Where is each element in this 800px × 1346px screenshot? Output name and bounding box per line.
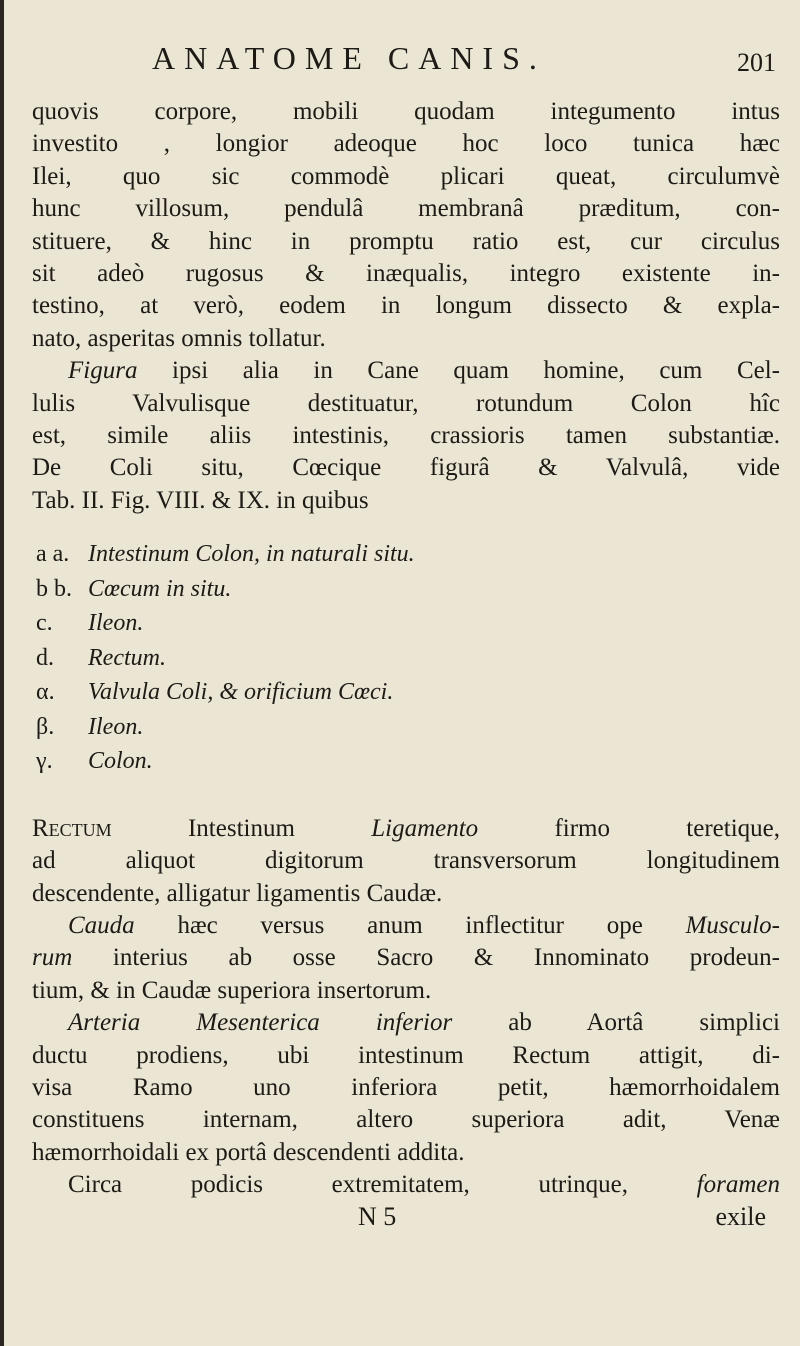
lead-word: Arteria Mesenterica inferior xyxy=(68,1009,453,1037)
text-line: Figura ipsi alia in Cane quam homine, cum Cel- xyxy=(68,357,780,385)
text-line: Ilei, quo sic commodè plicari queat, circulumvè xyxy=(32,162,780,190)
text-line: investito , longior adeoque hoc loco tunica hæc xyxy=(32,130,780,158)
lead-word: Rectum xyxy=(32,814,112,842)
paragraph-2 xyxy=(32,355,780,517)
text-line: nato, asperitas omnis tollatur. xyxy=(32,324,326,352)
text-line: Cauda hæc versus anum inflectitur ope Musculo- xyxy=(68,912,780,939)
text-line: testino, at verò, eodem in longum dissecto & expla- xyxy=(32,292,780,320)
legend-key: d. xyxy=(36,644,54,671)
legend-row xyxy=(32,675,780,710)
paragraph-5 xyxy=(32,1007,780,1169)
paragraph-4 xyxy=(32,910,780,1007)
legend-row xyxy=(32,606,780,641)
text-line: tium, & in Caudæ superiora insertorum. xyxy=(32,976,432,1004)
figure-legend xyxy=(32,537,780,779)
paragraph-6 xyxy=(32,1169,780,1201)
legend-key: c. xyxy=(36,610,53,637)
legend-text: Colon. xyxy=(88,748,153,775)
legend-text: Valvula Coli, & orificium Cœci. xyxy=(88,679,394,706)
legend-row xyxy=(32,572,780,607)
text-line: De Coli situ, Cœcique figurâ & Valvulâ, vide xyxy=(32,454,780,482)
text-line: visa Ramo uno inferiora petit, hæmorrhoidalem xyxy=(32,1074,780,1102)
legend-text: Rectum. xyxy=(88,644,166,671)
running-title: ANATOME CANIS. xyxy=(152,40,546,76)
page-number: 201 xyxy=(737,48,776,77)
text-line: sit adeò rugosus & inæqualis, integro existente in- xyxy=(32,260,780,288)
text-line: Arteria Mesenterica inferior ab Aortâ simplici xyxy=(68,1009,780,1037)
text-line: Circa podicis extremitatem, utrinque, foramen xyxy=(68,1171,780,1199)
paragraph-3 xyxy=(32,813,780,910)
page-content xyxy=(32,40,780,1236)
text-line: constituens internam, altero superiora adit, Venæ xyxy=(32,1106,780,1134)
text-line: ductu prodiens, ubi intestinum Rectum attigit, di- xyxy=(32,1041,780,1069)
page-footer xyxy=(32,1202,780,1236)
legend-text: Ileon. xyxy=(88,713,144,740)
legend-key: b b. xyxy=(36,575,72,602)
signature-mark: N 5 xyxy=(358,1201,397,1231)
paragraph-1 xyxy=(32,96,780,355)
legend-text: Intestinum Colon, in naturali situ. xyxy=(88,541,415,568)
text-line: Rectum Intestinum Ligamento firmo teretique, xyxy=(32,814,781,842)
legend-row xyxy=(32,710,780,745)
text-line: ad aliquot digitorum transversorum longitudinem xyxy=(32,847,780,875)
text-line: stituere, & hinc in promptu ratio est, cur circulus xyxy=(32,227,780,255)
running-header xyxy=(32,40,780,96)
text-line: est, simile aliis intestinis, crassioris tamen substantiæ. xyxy=(32,422,780,450)
text-line: hæmorrhoidali ex portâ descendenti addita. xyxy=(32,1138,465,1166)
text-line: lulis Valvulisque destituatur, rotundum Colon hîc xyxy=(32,389,780,417)
legend-key: γ. xyxy=(36,748,53,775)
legend-key: a a. xyxy=(36,541,70,568)
legend-row xyxy=(32,641,780,676)
text-line: rum interius ab osse Sacro & Innominato prodeun- xyxy=(32,944,780,972)
legend-key: β. xyxy=(36,713,55,740)
legend-text: Cœcum in situ. xyxy=(88,575,232,602)
legend-row xyxy=(32,537,780,572)
text-line: hunc villosum, pendulâ membranâ præditum, con- xyxy=(32,195,780,223)
text-line: Tab. II. Fig. VIII. & IX. in quibus xyxy=(32,486,369,514)
legend-text: Ileon. xyxy=(88,610,144,637)
text-line: descendente, alligatur ligamentis Caudæ. xyxy=(32,879,443,907)
text-line: quovis corpore, mobili quodam integumento intus xyxy=(32,98,780,125)
catchword: exile xyxy=(715,1201,766,1231)
legend-row xyxy=(32,744,780,779)
legend-key: α. xyxy=(36,679,55,706)
lead-word: Figura xyxy=(68,357,138,385)
lead-word: Cauda xyxy=(68,912,135,939)
